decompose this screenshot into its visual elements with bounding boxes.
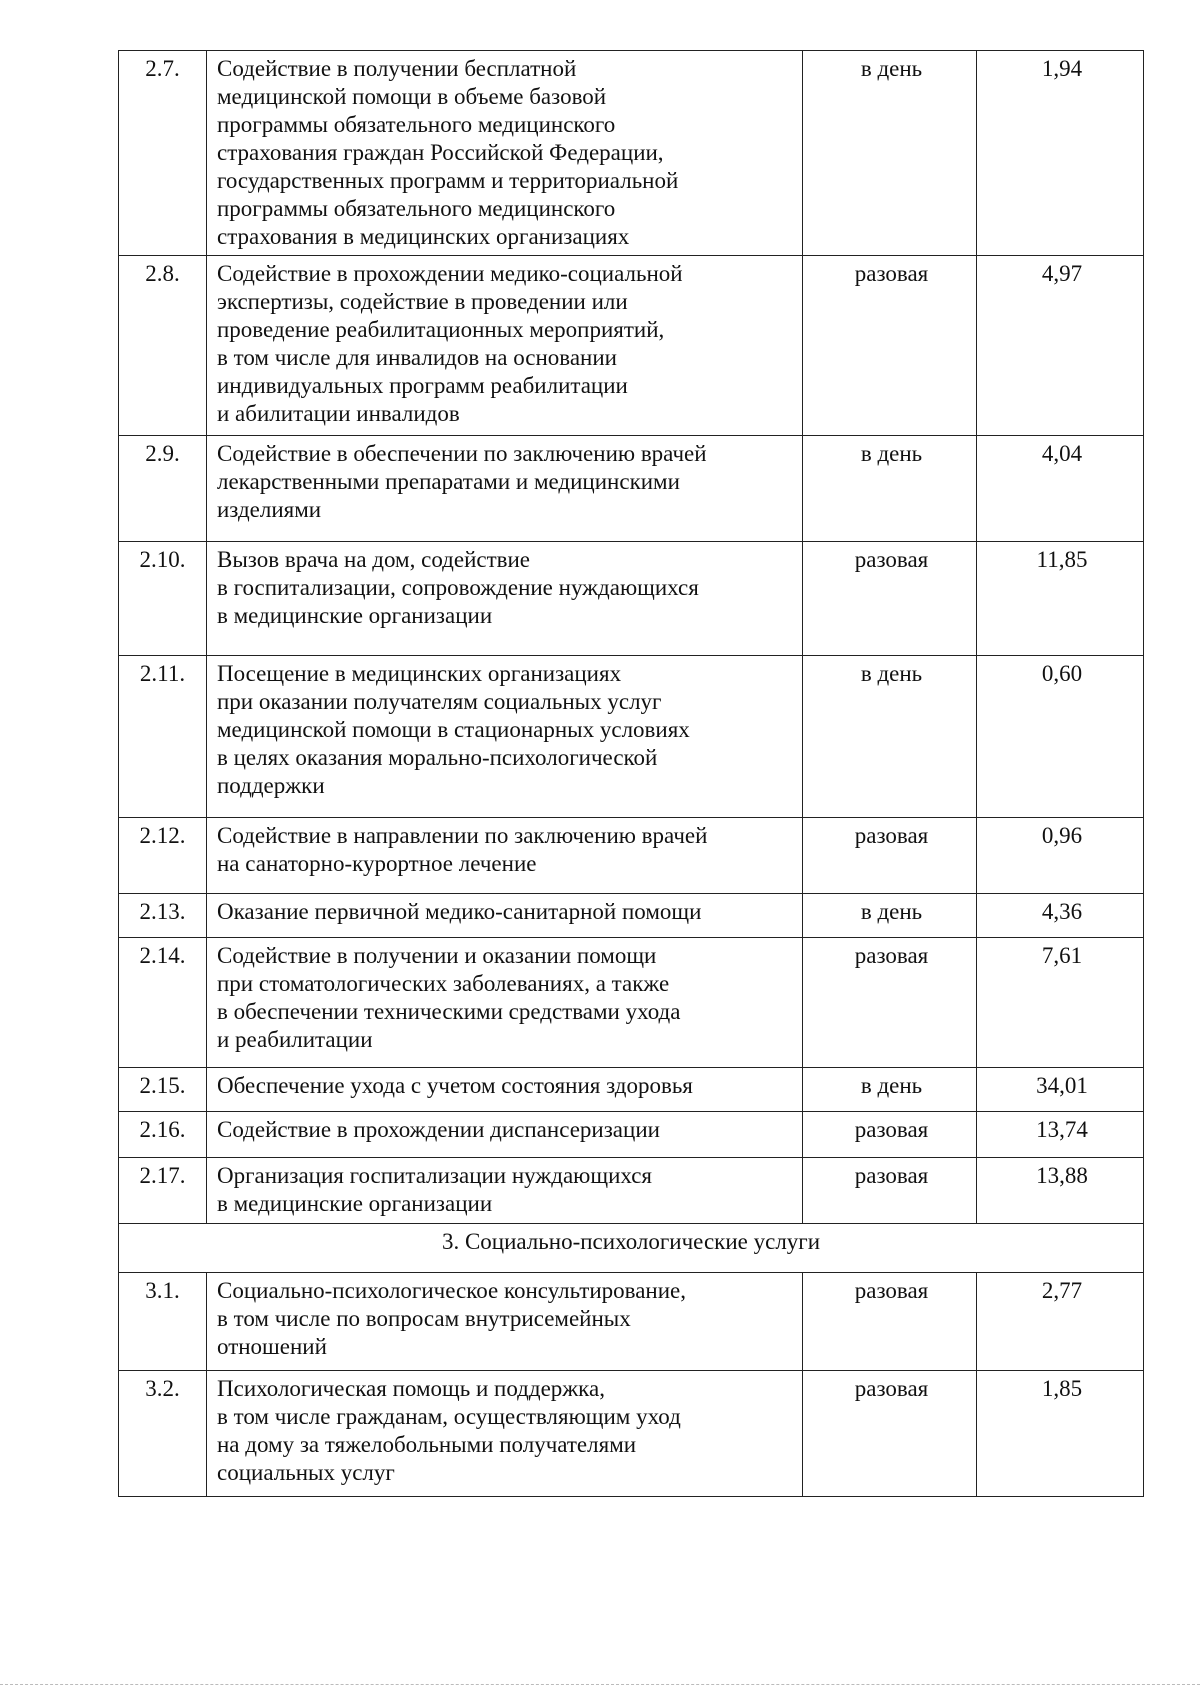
unit-of-service: в день	[803, 894, 977, 938]
unit-of-service: разовая	[803, 1158, 977, 1224]
unit-of-service: в день	[803, 1068, 977, 1112]
row-number: 2.8.	[119, 256, 207, 436]
table-row	[119, 51, 1144, 256]
tariff-value: 2,77	[977, 1273, 1144, 1371]
tariff-value: 7,61	[977, 938, 1144, 1068]
service-name: Организация госпитализации нуждающихся в медицинские организации	[207, 1158, 803, 1224]
services-tariff-table	[118, 50, 1144, 1497]
tariff-value: 34,01	[977, 1068, 1144, 1112]
unit-of-service: разовая	[803, 1273, 977, 1371]
tariff-value: 13,88	[977, 1158, 1144, 1224]
section-title: 3. Социально-психологические услуги	[119, 1224, 1144, 1273]
service-name: Содействие в направлении по заключению врачей на санаторно-курортное лечение	[207, 818, 803, 894]
row-number: 2.12.	[119, 818, 207, 894]
unit-of-service: разовая	[803, 938, 977, 1068]
unit-of-service: в день	[803, 51, 977, 256]
unit-of-service: в день	[803, 436, 977, 542]
row-number: 2.9.	[119, 436, 207, 542]
tariff-value: 11,85	[977, 542, 1144, 656]
row-number: 3.2.	[119, 1371, 207, 1497]
service-name: Обеспечение ухода с учетом состояния здоровья	[207, 1068, 803, 1112]
table-row	[119, 1158, 1144, 1224]
table-row	[119, 1273, 1144, 1371]
row-number: 2.16.	[119, 1112, 207, 1158]
table-row	[119, 656, 1144, 818]
row-number: 3.1.	[119, 1273, 207, 1371]
service-name: Социально-психологическое консультирование, в том числе по вопросам внутрисемейных отношений	[207, 1273, 803, 1371]
tariff-value: 13,74	[977, 1112, 1144, 1158]
tariff-value: 1,85	[977, 1371, 1144, 1497]
service-name: Посещение в медицинских организациях при оказании получателям социальных услуг медицинской помощи в стационарных условиях в целях оказания морально-психологической поддержки	[207, 656, 803, 818]
table-row	[119, 1068, 1144, 1112]
row-number: 2.7.	[119, 51, 207, 256]
table-row	[119, 542, 1144, 656]
unit-of-service: разовая	[803, 1112, 977, 1158]
row-number: 2.11.	[119, 656, 207, 818]
table-row	[119, 1112, 1144, 1158]
service-name: Содействие в обеспечении по заключению врачей лекарственными препаратами и медицинскими изделиями	[207, 436, 803, 542]
service-name: Психологическая помощь и поддержка, в том числе гражданам, осуществляющим уход на дому за тяжелобольными получателями социальных услуг	[207, 1371, 803, 1497]
row-number: 2.10.	[119, 542, 207, 656]
service-name: Содействие в прохождении диспансеризации	[207, 1112, 803, 1158]
tariff-value: 1,94	[977, 51, 1144, 256]
tariff-value: 0,60	[977, 656, 1144, 818]
table-row	[119, 1371, 1144, 1497]
service-name: Содействие в получении бесплатной медицинской помощи в объеме базовой программы обязательного медицинского страхования граждан Российской Федерации, государственных программ и территориальной программы обязательного медицинского страхования в медицинских организациях	[207, 51, 803, 256]
row-number: 2.15.	[119, 1068, 207, 1112]
row-number: 2.17.	[119, 1158, 207, 1224]
tariff-value: 4,36	[977, 894, 1144, 938]
service-name: Содействие в получении и оказании помощи при стоматологических заболеваниях, а также в обеспечении техническими средствами ухода и реабилитации	[207, 938, 803, 1068]
service-name: Содействие в прохождении медико-социальной экспертизы, содействие в проведении или проведение реабилитационных мероприятий, в том числе для инвалидов на основании индивидуальных программ реабилитации и абилитации инвалидов	[207, 256, 803, 436]
table-row	[119, 436, 1144, 542]
unit-of-service: разовая	[803, 1371, 977, 1497]
row-number: 2.13.	[119, 894, 207, 938]
section-heading-row	[119, 1224, 1144, 1273]
unit-of-service: разовая	[803, 256, 977, 436]
table-row	[119, 818, 1144, 894]
service-name: Оказание первичной медико-санитарной помощи	[207, 894, 803, 938]
table-row	[119, 894, 1144, 938]
tariff-value: 4,97	[977, 256, 1144, 436]
service-name: Вызов врача на дом, содействие в госпитализации, сопровождение нуждающихся в медицинские организации	[207, 542, 803, 656]
scan-bottom-edge	[0, 1684, 1200, 1685]
unit-of-service: в день	[803, 656, 977, 818]
unit-of-service: разовая	[803, 542, 977, 656]
row-number: 2.14.	[119, 938, 207, 1068]
unit-of-service: разовая	[803, 818, 977, 894]
table-row	[119, 256, 1144, 436]
table-row	[119, 938, 1144, 1068]
tariff-value: 4,04	[977, 436, 1144, 542]
tariff-value: 0,96	[977, 818, 1144, 894]
